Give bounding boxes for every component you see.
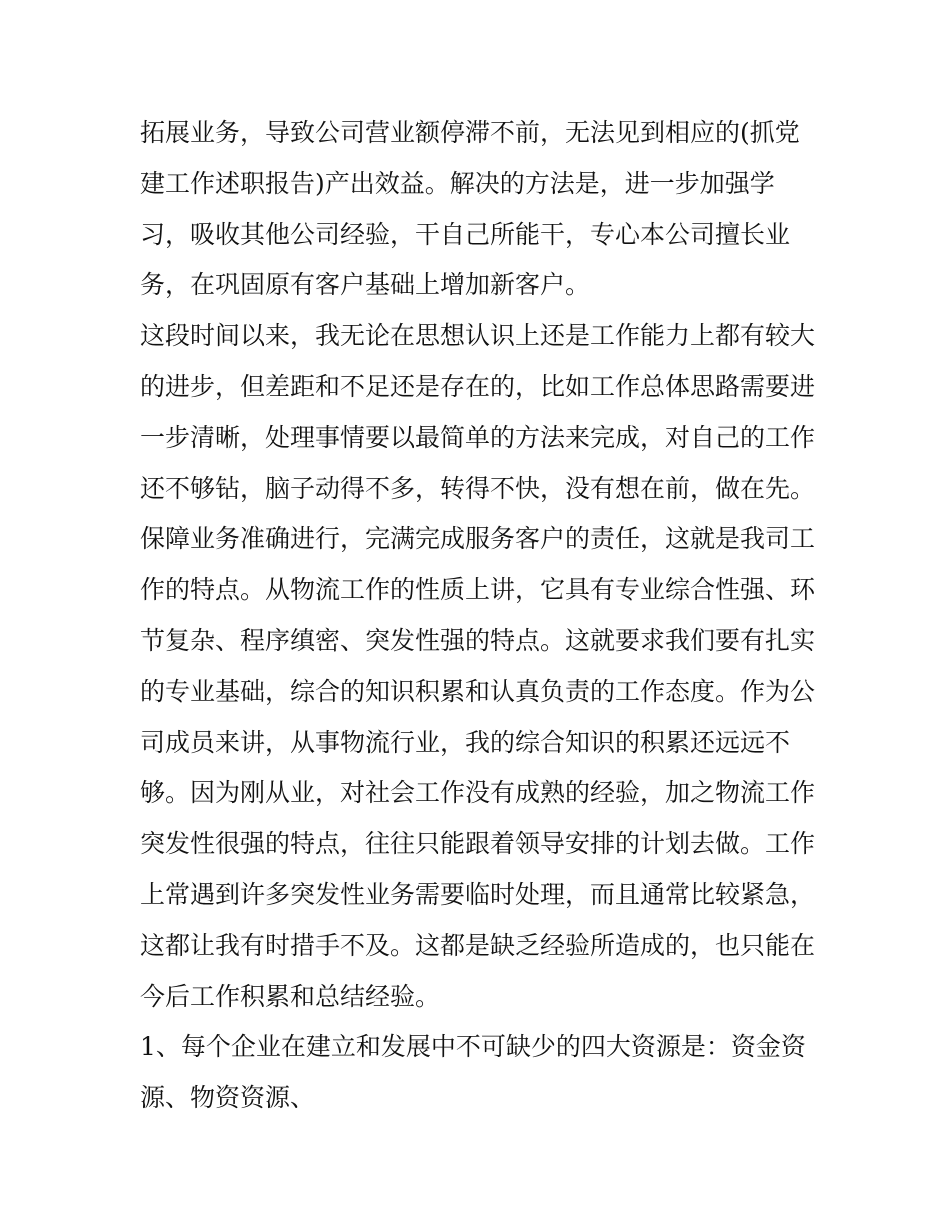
document-body — [140, 108, 820, 1124]
text-line: 源、物资资源、 — [140, 1083, 316, 1113]
text-line: 上常遇到许多突发性业务需要临时处理，而且通常比较紧急， — [140, 879, 816, 909]
text-line: 突发性很强的特点，往往只能跟着领导安排的计划去做。工作 — [140, 829, 816, 859]
text-line: 还不够钻，脑子动得不多，转得不快，没有想在前，做在先。 — [140, 473, 816, 503]
text-line: 司成员来讲，从事物流行业，我的综合知识的积累还远远不 — [140, 727, 791, 757]
text-line: 作的特点。从物流工作的性质上讲，它具有专业综合性强、环 — [140, 575, 816, 605]
text-line: 够。因为刚从业，对社会工作没有成熟的经验，加之物流工作 — [140, 778, 816, 808]
text-line: 建工作述职报告)产出效益。解决的方法是，进一步加强学 — [140, 168, 775, 198]
text-line: 习，吸收其他公司经验，干自己所能干，专心本公司擅长业 — [140, 219, 791, 249]
text-line: 拓展业务，导致公司营业额停滞不前，无法见到相应的(抓党 — [140, 118, 800, 147]
text-line: 务，在巩固原有客户基础上增加新客户。 — [140, 270, 591, 300]
text-line: 1、每个企业在建立和发展中不可缺少的四大资源是：资金资 — [140, 1032, 806, 1062]
text-line: 保障业务准确进行，完满完成服务客户的责任，这就是我司工 — [140, 524, 816, 554]
text-line: 的专业基础，综合的知识积累和认真负责的工作态度。作为公 — [140, 676, 816, 706]
text-line: 这段时间以来，我无论在思想认识上还是工作能力上都有较大 — [140, 321, 816, 351]
text-line: 的进步，但差距和不足还是存在的，比如工作总体思路需要进 — [140, 371, 816, 401]
text-line: 一步清晰，处理事情要以最简单的方法来完成，对自己的工作 — [140, 422, 816, 452]
text-line: 这都让我有时措手不及。这都是缺乏经验所造成的，也只能在 — [140, 930, 816, 960]
text-line: 节复杂、程序缜密、突发性强的特点。这就要求我们要有扎实 — [140, 625, 816, 655]
text-line: 今后工作积累和总结经验。 — [140, 981, 441, 1011]
